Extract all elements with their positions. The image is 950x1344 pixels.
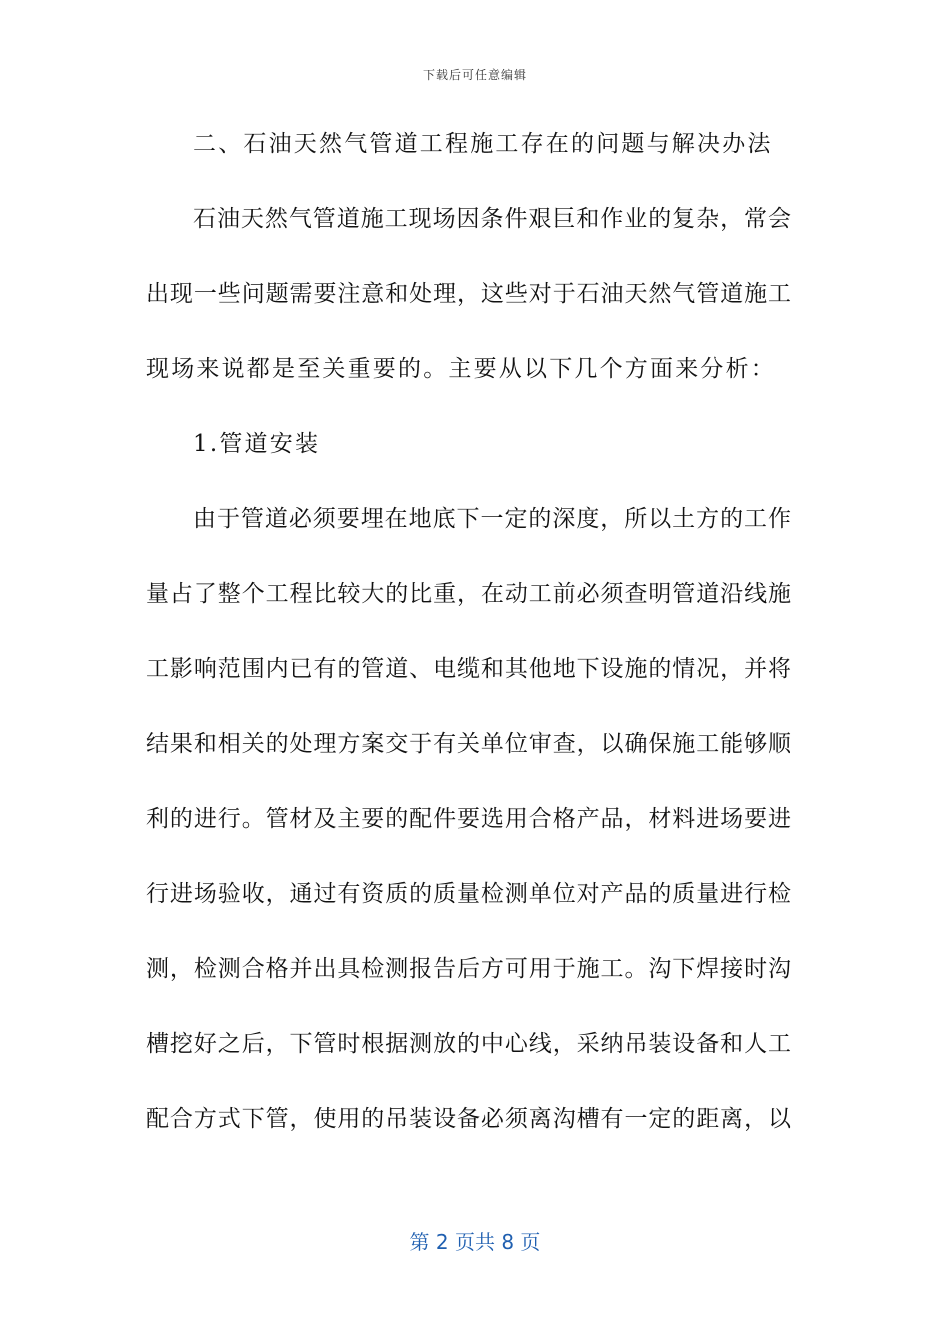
paragraph-line: 石油天然气管道施工现场因条件艰巨和作业的复杂，常会 [193, 206, 791, 232]
paragraph-line: 行进场验收，通过有资质的质量检测单位对产品的质量进行检 [146, 881, 791, 907]
page-footer [0, 1226, 950, 1255]
section-heading: 二、石油天然气管道工程施工存在的问题与解决办法 [193, 131, 773, 157]
header-note: 下载后可任意编辑 [422, 68, 527, 82]
paragraph-line: 结果和相关的处理方案交于有关单位审查，以确保施工能够顺 [146, 731, 791, 757]
paragraph-line: 由于管道必须要埋在地底下一定的深度，所以土方的工作 [193, 506, 791, 532]
paragraph-line: 槽挖好之后，下管时根据测放的中心线，采纳吊装设备和人工 [146, 1031, 791, 1057]
paragraph-line: 出现一些问题需要注意和处理，这些对于石油天然气管道施工 [146, 281, 791, 307]
document-body [146, 126, 791, 1176]
paragraph-line: 现场来说都是至关重要的。主要从以下几个方面来分析： [146, 356, 776, 382]
paragraph-line: 工影响范围内已有的管道、电缆和其他地下设施的情况，并将 [146, 656, 791, 682]
paragraph-line: 配合方式下管，使用的吊装设备必须离沟槽有一定的距离，以 [146, 1106, 791, 1132]
paragraph-line: 测，检测合格并出具检测报告后方可用于施工。沟下焊接时沟 [146, 956, 791, 982]
page-number: 第 2 页共 8 页 [409, 1230, 541, 1254]
subsection-heading: 1.管道安装 [193, 431, 321, 457]
paragraph-line: 量占了整个工程比较大的比重，在动工前必须查明管道沿线施 [146, 581, 791, 607]
paragraph-line: 利的进行。管材及主要的配件要选用合格产品，材料进场要进 [146, 806, 791, 832]
